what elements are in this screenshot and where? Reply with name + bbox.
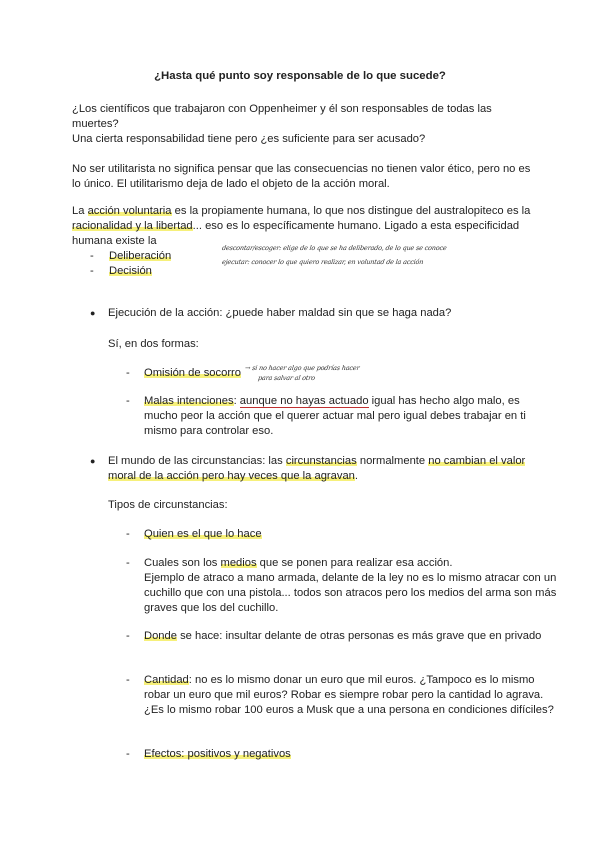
medios-text-1: Cuales son los [144,557,221,569]
dash-marker: - [90,265,94,277]
medios-highlight: medios [220,557,257,569]
dash-marker: - [126,528,130,540]
decision-item: Decisión [109,265,152,277]
accion-text-3: ... eso es lo específicamente humano. Ligado a esta especificidad humana existe la [72,220,520,247]
dash-marker: - [126,395,130,407]
list-item [126,527,344,542]
accion-voluntaria-highlight: acción voluntaria [87,205,172,217]
malas-text-2: igual has hecho algo malo, es mucho peor la acción que el querer actuar mal pero igual debes trabajar en ti mismo para controlar eso. [144,395,526,437]
circ-text-2: normalmente [356,455,429,467]
circunstancias-highlight: circunstancias [285,455,357,467]
list-item [126,629,558,644]
tipos-heading: Tipos de circunstancias: [108,499,228,511]
utilitarismo-paragraph: No ser utilitarista no significa pensar que las consecuencias no tienen valor ético, pero no es lo único. El utilitarismo deja de lado el objeto de la acción moral. [72,163,531,190]
circ-text-3: . [354,470,359,482]
list-item [126,556,558,616]
bullet-marker: ● [90,308,96,318]
omision-socorro-item: Omisión de socorro [144,367,241,379]
intro-block [72,102,532,147]
handwritten-note-deliberacion: descontar/escoger: elige de lo que se ha deliberado, de lo que se conoce [221,244,448,252]
accion-paragraph [72,204,534,249]
page-title: ¿Hasta qué punto soy responsable de lo que sucede? [154,70,446,82]
medios-example: Ejemplo de atraco a mano armada, delante de la ley no es lo mismo atracar con un cuchillo que con una pistola... todos son atracos pero los medios del arma son más graves que los del cuchillo. [144,572,557,614]
dash-marker: - [126,367,130,379]
intro-question-2: Una cierta responsabilidad tiene pero ¿es suficiente para ser acusado? [72,133,426,145]
malas-intenciones-highlight: Malas intenciones [144,395,234,407]
accion-text-1: La [72,205,88,217]
racionalidad-highlight: racionalidad y la libertad [72,220,193,232]
list-item [126,747,394,762]
dash-marker: - [90,250,94,262]
handwritten-note-omision-2: para salvar al otro [257,374,316,382]
cantidad-text: : no es lo mismo donar un euro que mil euros. ¿Tampoco es lo mismo robar un euro que mil euros? Robar es siempre robar pero la cantidad lo agrava. ¿Es lo mismo robar 100 euros a Musk que a una persona en condiciones difíciles? [144,674,554,716]
accion-text-2: es la propiamente humana, lo que nos distingue del australopiteco es la [171,205,531,217]
circ-text-1: El mundo de las circunstancias: las [108,455,286,467]
list-item [126,673,558,718]
ejecucion-answer: Sí, en dos formas: [108,338,199,350]
bullet-marker: ● [90,456,96,466]
list-item [90,264,230,279]
dash-marker: - [126,557,130,569]
donde-text: se hace: insultar delante de otras personas es más grave que en privado [176,630,542,642]
accion-list [90,249,230,279]
efectos-item: Efectos: positivos y negativos [144,748,291,760]
cantidad-highlight: Cantidad [144,674,189,686]
list-item [126,394,556,439]
handwritten-note-omision-1: → si no hacer algo que podrías hacer [244,364,360,372]
deliberacion-item: Deliberación [109,250,172,262]
list-item [126,366,264,381]
dash-marker: - [126,674,130,686]
handwritten-note-decision: ejecutar: conocer lo que quiero realizar, en voluntad de la acción [221,258,424,266]
circunstancias-bullet [90,454,548,484]
dash-marker: - [126,630,130,642]
donde-highlight: Donde [144,630,177,642]
list-item [90,249,230,264]
medios-text-2: que se ponen para realizar esa acción. [256,557,453,569]
dash-marker: - [126,748,130,760]
quien-item: Quien es el que lo hace [144,528,262,540]
no-cambian-highlight: no cambian el valor moral de la acción pero hay veces que la agravan [108,455,526,482]
intro-question-1: ¿Los científicos que trabajaron con Oppenheimer y él son responsables de todas las muertes? [72,103,492,130]
ejecucion-bullet [90,306,528,321]
ejecucion-heading: Ejecución de la acción: ¿puede haber maldad sin que se haga nada? [108,307,452,319]
malas-text-1: : [233,395,240,407]
malas-underlined: aunque no hayas actuado [239,395,369,407]
